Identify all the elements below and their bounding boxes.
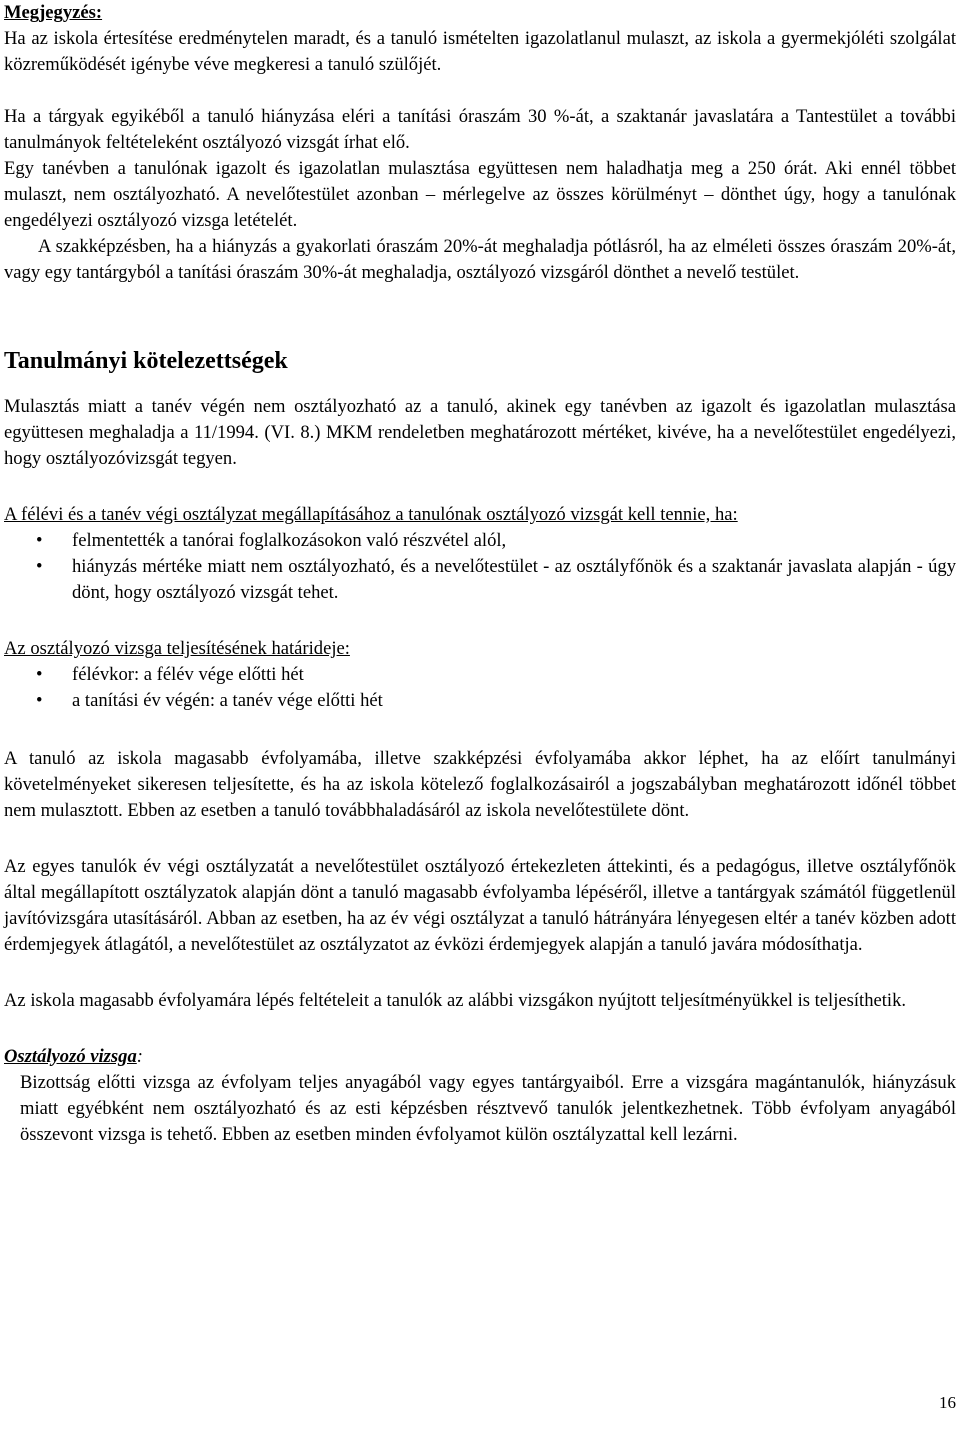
section-heading: Tanulmányi kötelezettségek	[4, 348, 288, 374]
note-paragraph-1: Ha az iskola értesítése eredménytelen maradt, és a tanuló ismételten igazolatlanul mulaszt, az iskola a gyermekjóléti szolgálat közreműködését igénybe véve megkeresi a tanuló szülőjét.	[4, 28, 956, 75]
note-paragraph-4: A szakképzésben, ha a hiányzás a gyakorlati óraszám 20%-át meghaladja pótlásról, ha az elméleti összes óraszám 20%-át, vagy egy tantárgyból a tanítási óraszám 30%-át meghaladja, osztályozó vizsgáról dönthet a nevelő testület.	[4, 236, 956, 283]
section-paragraph-3: Az egyes tanulók év végi osztályzatát a nevelőtestület osztályozó értekezleten áttekinti, és a pedagógus, illetve osztályfőnök által megállapított osztályzatok alapján dönt a tanuló magasabb évfolyamba lépéséről, illetve a tantárgyak számától függetlenül javítóvizsgára utasításáról. Abban az esetben, ha az év végi osztályzat a tanuló hátrányára lényegesen eltér a tanév közben adott érdemjegyek átlagától, a nevelőtestület az osztályzatot az évközi érdemjegyek alapján a tanuló javára módosíthatja.	[4, 856, 956, 955]
list-item	[4, 554, 956, 606]
list-item-text: hiányzás mértéke miatt nem osztályozható, és a nevelőtestület - az osztályfőnök és a szaktanár javaslata alapján - úgy dönt, hogy osztályozó vizsgát tehet.	[72, 556, 956, 603]
list-item-text: a tanítási év végén: a tanév vége előtti hét	[72, 690, 383, 711]
spacer	[4, 328, 956, 346]
list2	[4, 662, 956, 714]
section-paragraph-2: A tanuló az iskola magasabb évfolyamába, illetve szakképzési évfolyamába akkor léphet, ha az előírt tanulmányi követelményeket sikeresen teljesítette, és ha az iskola kötelező foglalkozásairól a jogszabályban meghatározott időnél többet nem mulasztott. Ebben az esetben a tanuló továbbhaladásáról az iskola nevelőtestülete dönt.	[4, 748, 956, 821]
list2-title-text: Az osztályozó vizsga teljesítésének határideje:	[4, 638, 350, 659]
bullet-icon: •	[36, 530, 43, 551]
spacer	[4, 1014, 956, 1040]
bullet-icon: •	[36, 664, 43, 685]
spacer	[4, 376, 956, 394]
list1	[4, 528, 956, 606]
bullet-icon: •	[36, 690, 43, 711]
bullet-icon: •	[36, 556, 43, 577]
exam-body: Bizottság előtti vizsga az évfolyam teljes anyagából vagy egyes tantárgyaiból. Erre a vizsgára magántanulók, hiányzásuk miatt egyébként nem osztályozható és az esti képzésben résztvevő tanulók jelentkezhetnek. Több évfolyam anyagából összevont vizsga is tehető. Ebben az esetben minden évfolyamot külön osztályzattal kell lezárni.	[20, 1072, 956, 1145]
list-item	[4, 528, 956, 554]
note-title-text: Megjegyzés:	[4, 2, 103, 23]
note-paragraph-2: Ha a tárgyak egyikéből a tanuló hiányzása eléri a tanítási óraszám 30 %-át, a szaktanár javaslatára a Tantestület a további tanulmányok feltételeként osztályozó vizsgát írhat elő.	[4, 106, 956, 153]
list1-title	[4, 502, 956, 528]
document-page	[4, 0, 956, 1148]
list-item	[4, 688, 956, 714]
spacer	[4, 958, 956, 984]
spacer	[4, 472, 956, 498]
note-paragraph-3: Egy tanévben a tanulónak igazolt és igazolatlan mulasztása együttesen nem haladhatja meg a 250 órát. Aki ennél többet mulaszt, nem osztályozható. A nevelőtestület azonban – mérlegelve az összes körülményt – dönthet úgy, hogy a tanulónak engedélyezi osztályozó vizsga letételét.	[4, 158, 956, 231]
note-title	[4, 0, 956, 26]
list2-title	[4, 636, 956, 662]
list-item-text: felmentették a tanórai foglalkozásokon való részvétel alól,	[72, 530, 507, 551]
exam-title-suffix: :	[136, 1046, 143, 1067]
exam-title-text: Osztályozó vizsga	[4, 1046, 137, 1067]
list-item-text: félévkor: a félév vége előtti hét	[72, 664, 304, 685]
spacer	[4, 606, 956, 632]
spacer	[4, 286, 956, 328]
list-item	[4, 662, 956, 688]
spacer	[4, 714, 956, 740]
section-paragraph-1: Mulasztás miatt a tanév végén nem osztályozható az a tanuló, akinek egy tanévben az igazolt és igazolatlan mulasztása együttesen meghaladja a 11/1994. (VI. 8.) MKM rendeletben meghatározott mértéket, kivéve, ha a nevelőtestület engedélyezi, hogy osztályozóvizsgát tegyen.	[4, 396, 956, 469]
spacer	[4, 824, 956, 850]
exam-title	[4, 1044, 956, 1070]
section-paragraph-4: Az iskola magasabb évfolyamára lépés feltételeit a tanulók az alábbi vizsgákon nyújtott teljesítményükkel is teljesíthetik.	[4, 990, 907, 1011]
page-number: 16	[939, 1393, 956, 1412]
spacer	[4, 78, 956, 104]
list1-title-text: A félévi és a tanév végi osztályzat megállapításához a tanulónak osztályozó vizsgát kell tennie, ha:	[4, 504, 738, 525]
